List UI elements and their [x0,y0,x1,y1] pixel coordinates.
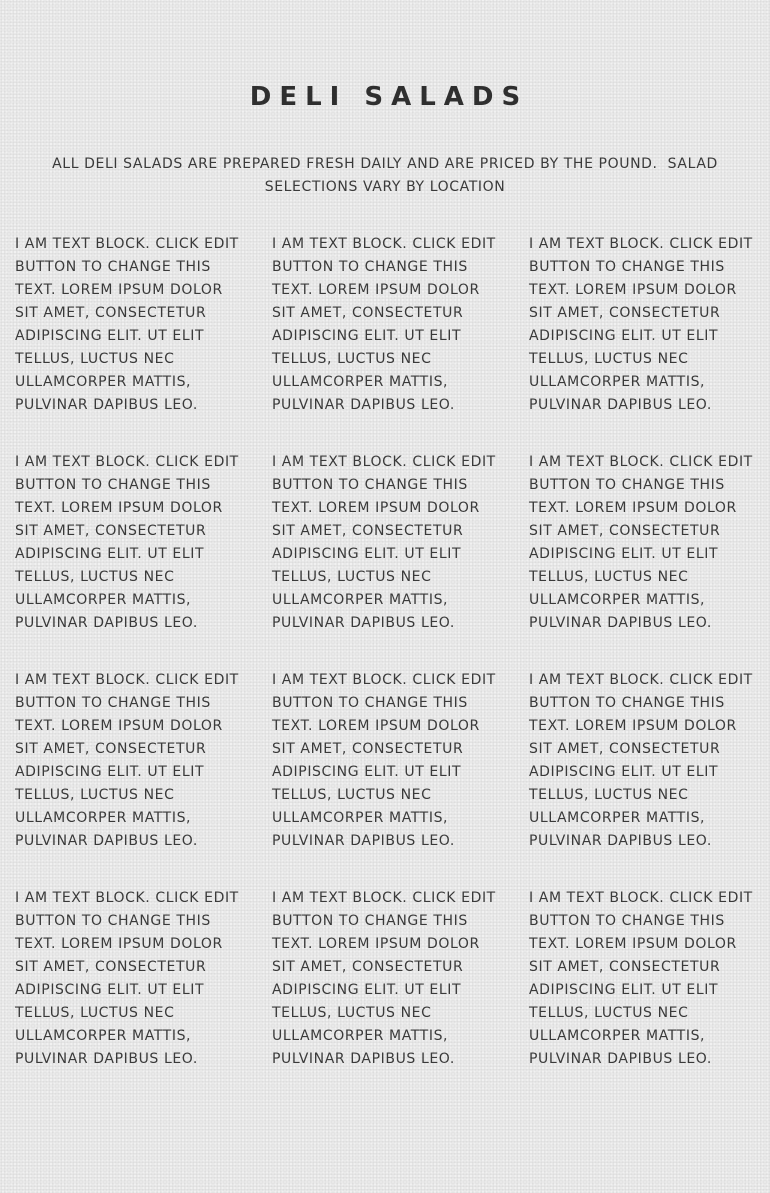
text-block: I AM TEXT BLOCK. CLICK EDIT BUTTON TO CHANGE THIS TEXT. LOREM IPSUM DOLOR SIT AMET, CONSECTETUR ADIPISCING ELIT. UT ELIT TELLUS, LUCTUS NEC ULLAMCORPER MATTIS, PULVINAR DAPIBUS LEO. [529,454,753,631]
text-block: I AM TEXT BLOCK. CLICK EDIT BUTTON TO CHANGE THIS TEXT. LOREM IPSUM DOLOR SIT AMET, CONSECTETUR ADIPISCING ELIT. UT ELIT TELLUS, LUCTUS NEC ULLAMCORPER MATTIS, PULVINAR DAPIBUS LEO. [272,672,496,849]
text-block-grid [15,233,760,1071]
text-block: I AM TEXT BLOCK. CLICK EDIT BUTTON TO CHANGE THIS TEXT. LOREM IPSUM DOLOR SIT AMET, CONSECTETUR ADIPISCING ELIT. UT ELIT TELLUS, LUCTUS NEC ULLAMCORPER MATTIS, PULVINAR DAPIBUS LEO. [272,454,496,631]
text-block: I AM TEXT BLOCK. CLICK EDIT BUTTON TO CHANGE THIS TEXT. LOREM IPSUM DOLOR SIT AMET, CONSECTETUR ADIPISCING ELIT. UT ELIT TELLUS, LUCTUS NEC ULLAMCORPER MATTIS, PULVINAR DAPIBUS LEO. [15,454,239,631]
section-description: ALL DELI SALADS ARE PREPARED FRESH DAILY AND ARE PRICED BY THE POUND. SALAD SELECTIONS VARY BY LOCATION [52,156,723,195]
text-block: I AM TEXT BLOCK. CLICK EDIT BUTTON TO CHANGE THIS TEXT. LOREM IPSUM DOLOR SIT AMET, CONSECTETUR ADIPISCING ELIT. UT ELIT TELLUS, LUCTUS NEC ULLAMCORPER MATTIS, PULVINAR DAPIBUS LEO. [529,236,753,413]
page-title: DELI SALADS [249,82,529,112]
text-block: I AM TEXT BLOCK. CLICK EDIT BUTTON TO CHANGE THIS TEXT. LOREM IPSUM DOLOR SIT AMET, CONSECTETUR ADIPISCING ELIT. UT ELIT TELLUS, LUCTUS NEC ULLAMCORPER MATTIS, PULVINAR DAPIBUS LEO. [15,672,239,849]
text-block: I AM TEXT BLOCK. CLICK EDIT BUTTON TO CHANGE THIS TEXT. LOREM IPSUM DOLOR SIT AMET, CONSECTETUR ADIPISCING ELIT. UT ELIT TELLUS, LUCTUS NEC ULLAMCORPER MATTIS, PULVINAR DAPIBUS LEO. [529,890,753,1067]
text-block: I AM TEXT BLOCK. CLICK EDIT BUTTON TO CHANGE THIS TEXT. LOREM IPSUM DOLOR SIT AMET, CONSECTETUR ADIPISCING ELIT. UT ELIT TELLUS, LUCTUS NEC ULLAMCORPER MATTIS, PULVINAR DAPIBUS LEO. [529,672,753,849]
text-block: I AM TEXT BLOCK. CLICK EDIT BUTTON TO CHANGE THIS TEXT. LOREM IPSUM DOLOR SIT AMET, CONSECTETUR ADIPISCING ELIT. UT ELIT TELLUS, LUCTUS NEC ULLAMCORPER MATTIS, PULVINAR DAPIBUS LEO. [15,890,239,1067]
text-block: I AM TEXT BLOCK. CLICK EDIT BUTTON TO CHANGE THIS TEXT. LOREM IPSUM DOLOR SIT AMET, CONSECTETUR ADIPISCING ELIT. UT ELIT TELLUS, LUCTUS NEC ULLAMCORPER MATTIS, PULVINAR DAPIBUS LEO. [272,890,496,1067]
text-block: I AM TEXT BLOCK. CLICK EDIT BUTTON TO CHANGE THIS TEXT. LOREM IPSUM DOLOR SIT AMET, CONSECTETUR ADIPISCING ELIT. UT ELIT TELLUS, LUCTUS NEC ULLAMCORPER MATTIS, PULVINAR DAPIBUS LEO. [272,236,496,413]
text-block: I AM TEXT BLOCK. CLICK EDIT BUTTON TO CHANGE THIS TEXT. LOREM IPSUM DOLOR SIT AMET, CONSECTETUR ADIPISCING ELIT. UT ELIT TELLUS, LUCTUS NEC ULLAMCORPER MATTIS, PULVINAR DAPIBUS LEO. [15,236,239,413]
